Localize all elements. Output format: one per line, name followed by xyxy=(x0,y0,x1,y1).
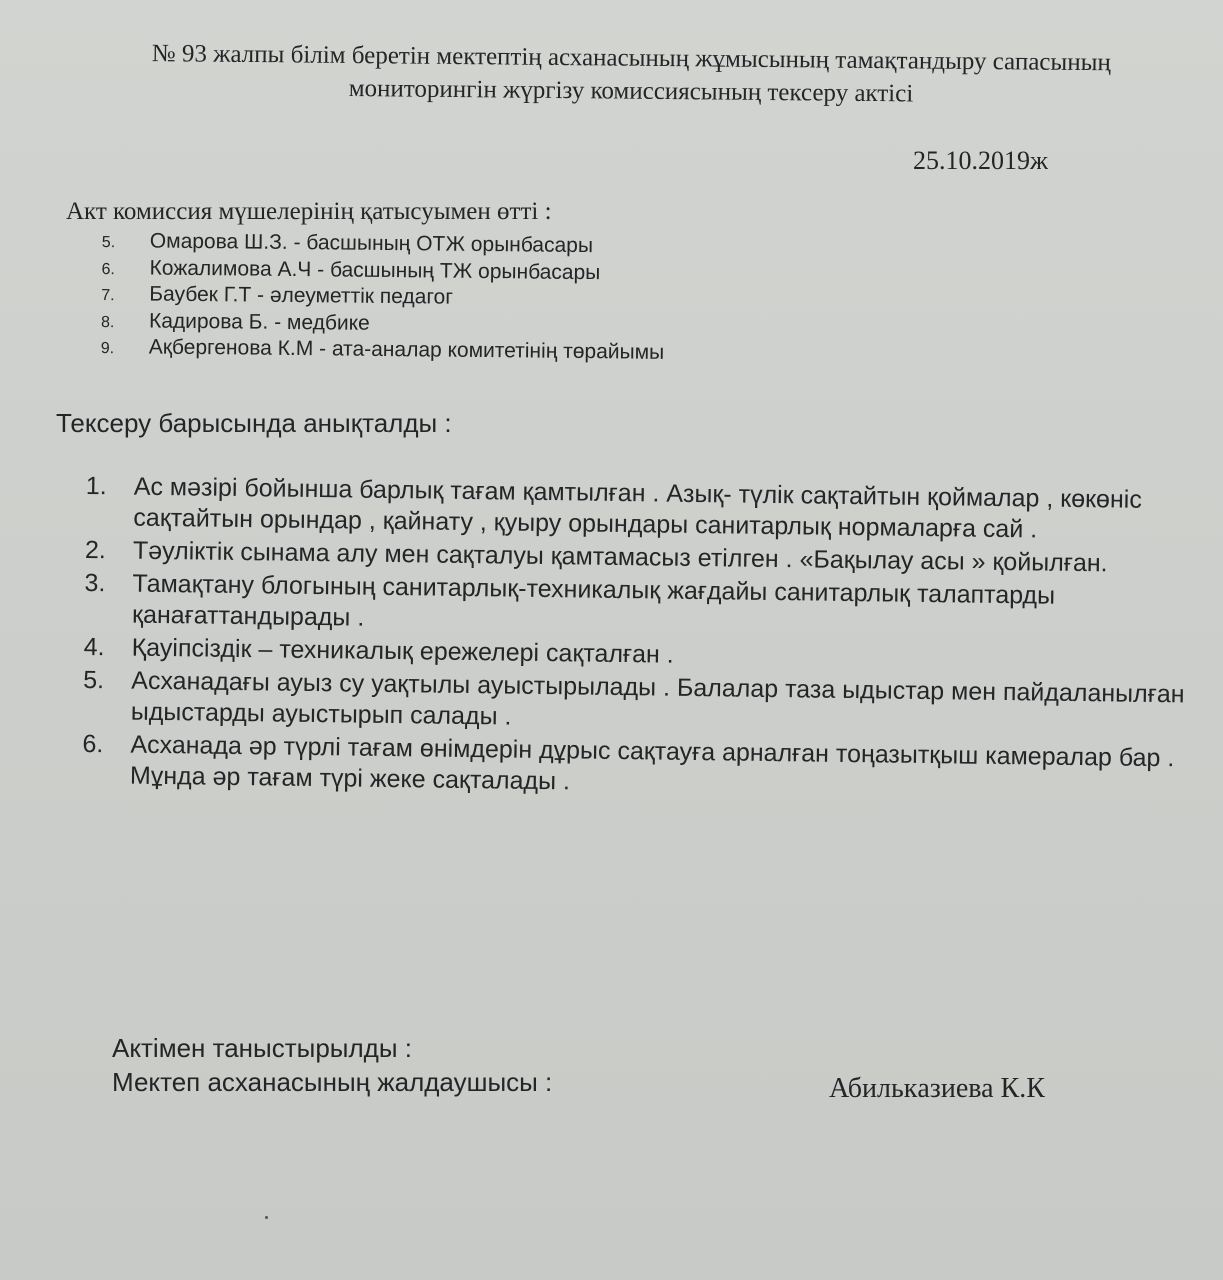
finding-text: Асханадағы ауыз су уақтылы ауыстырылады . Балалар таза ыдыстар мен пайдаланылған ыдыстарды ауыстырып салады . xyxy=(130,666,1185,731)
finding-item xyxy=(83,665,1209,742)
title-line-1: № 93 жалпы білім беретін мектептің асханасының жұмысының тамақтандыру сапасының xyxy=(151,40,1111,77)
finding-text: Тәуліктік сынама алу мен сақталуы қамтамасыз етілген . «Бақылау асы » қойылған. xyxy=(132,536,1108,578)
finding-number: 4. xyxy=(83,632,105,662)
member-text: Кожалимова А.Ч - басшының ТЖ орынбасары xyxy=(149,256,601,284)
member-number: 9. xyxy=(100,339,115,358)
findings-list xyxy=(82,471,1211,808)
member-number: 8. xyxy=(100,313,115,331)
finding-text: Қауіпсіздік – техникалық ережелері сақталған . xyxy=(131,633,674,669)
members-list xyxy=(101,229,666,367)
acknowledgement-block xyxy=(112,1031,552,1099)
finding-number: 5. xyxy=(83,665,105,695)
member-number: 6. xyxy=(101,260,116,278)
member-item xyxy=(101,335,665,367)
finding-number: 2. xyxy=(84,535,107,565)
findings-heading: Тексеру барысында анықталды : xyxy=(56,408,452,438)
finding-number: 6. xyxy=(82,729,104,759)
ack-line-1: Актімен таныстырылды : xyxy=(112,1033,412,1063)
finding-item xyxy=(82,729,1208,806)
title-line-2: мониторингін жүргізу комиссиясының тексеру актісі xyxy=(348,74,914,108)
member-text: Кадирова Б. - медбике xyxy=(148,308,370,335)
finding-number: 3. xyxy=(84,568,106,598)
document-date: 25.10.2019ж xyxy=(913,146,1048,175)
finding-number: 1. xyxy=(85,471,107,501)
member-text: Баубек Г.Т - әлеуметтік педагог xyxy=(149,282,454,309)
finding-text: Тамақтану блогының санитарлық-техникалық жағдайы санитарлық талаптарды қанағаттандырады . xyxy=(131,569,1056,632)
member-number: 5. xyxy=(101,233,116,252)
member-number: 7. xyxy=(101,286,115,305)
finding-text: Ас мәзірі бойынша барлық тағам қамтылған . Азық- түлік сақтайтын қоймалар , көкөніс сақтайтын орындар , қайнату , қуыру орындары санитарлық нормаларға сай . xyxy=(133,472,1142,544)
document-title xyxy=(39,36,1223,113)
signer-name: Абилькaзиева К.К xyxy=(829,1073,1045,1104)
members-heading: Акт комиссия мүшелерінің қатысуымен өтті : xyxy=(66,198,552,225)
ack-line-2: Мектеп асханасының жалдаушысы : xyxy=(112,1067,553,1097)
finding-text: Асханада әр түрлі тағам өнімдерін дұрыс сақтауға арналған тоңазытқыш камералар бар . Мұнда әр тағам түрі жеке сақталады . xyxy=(129,730,1175,796)
member-text: Ақбергенова К.М - ата-аналар комитетінің төрайымы xyxy=(148,335,665,364)
finding-item xyxy=(85,471,1211,548)
paper-speck xyxy=(265,1216,268,1219)
member-text: Омарова Ш.З. - басшының ОТЖ орынбасары xyxy=(149,229,594,258)
